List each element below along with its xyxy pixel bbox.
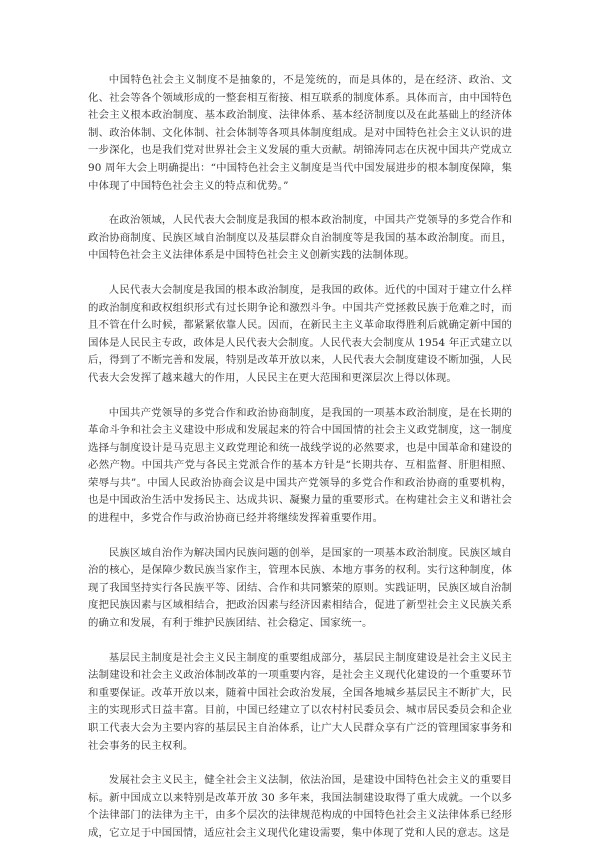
paragraph-political-field: 在政治领域，人民代表大会制度是我国的根本政治制度，中国共产党领导的多党合作和政治协商制度、民族区域自治制度以及基层群众自治制度等是我国的基本政治制度。而且，中国特色社会主义法律体系是中国特色社会主义创新实践的法制体现。 [88,214,512,262]
paragraph-peoples-congress: 人民代表大会制度是我国的根本政治制度，是我国的政体。近代的中国对于建立什么样的政治制度和政权组织形式有过长期争论和激烈斗争。中国共产党拯救民族于危难之时，而且不管在什么时候，都紧紧依靠人民。因而，在新民主主义革命取得胜利后就确定新中国的国体是人民民主专政，政体是人民代表大会制度。人民代表大会制度从 1954 年正式建立以后，得到了不断完善和发展，特别是改革开放以来，人民代表大会制度建设不断加强，人民代表大会发挥了越来越大的作用，人民民主在更大范围和更深层次上得以体现。 [88,283,512,384]
paragraph-legal-system: 发展社会主义民主，健全社会主义法制，依法治国，是建设中国特色社会主义的重要目标。新中国成立以来特别是改革开放 30 多年来，我国法制建设取得了重大成就。一个以多个法律部门的法律为主干，由多个层次的法律规范构成的中国特色社会主义法律体系已经形成，它立足于中国国情，适应社会主义现代化建设需要，集中体现了党和人民的意志。这是 [88,774,512,839]
paragraph-regional-ethnic-autonomy: 民族区域自治作为解决国内民族问题的创举，是国家的一项基本政治制度。民族区域自治的核心，是保障少数民族当家作主，管理本民族、本地方事务的权利。实行这种制度，体现了我国坚持实行各民族平等、团结、合作和共同繁荣的原则。实践证明，民族区域自治制度把民族因素与区域相结合，把政治因素与经济因素相结合，促进了新型社会主义民族关系的确立和发展，有利于维护民族团结、社会稳定、国家统一。 [88,546,512,630]
paragraph-grassroots-democracy: 基层民主制度是社会主义民主制度的重要组成部分，基层民主制度建设是社会主义民主法制建设和社会主义政治体制改革的一项重要内容，是社会主义现代化建设的一个重要环节和重要保证。改革开放以来，随着中国社会政治发展，全国各地城乡基层民主不断扩大，民主的实现形式日益丰富。目前，中国已经建立了以农村村民委员会、城市居民委员会和企业职工代表大会为主要内容的基层民主自治体系，让广大人民群众享有广泛的管理国家事务和社会事务的民主权利。 [88,651,512,752]
paragraph-multiparty-cooperation: 中国共产党领导的多党合作和政治协商制度，是我国的一项基本政治制度，是在长期的革命斗争和社会主义建设中形成和发展起来的符合中国国情的社会主义政党制度，这一制度选择与制度设计是马克思主义政党理论和统一战线学说的必然要求，也是中国革命和建设的必然产物。中国共产党与各民主党派合作的基本方针是“长期共存、互相监督、肝胆相照、荣辱与共”。中国人民政治协商会议是中国共产党领导的多党合作和政治协商的重要机构，也是中国政治生活中发扬民主、达成共识、凝聚力量的重要形式。在构建社会主义和谐社会的进程中，多党合作与政治协商已经并将继续发挥着重要作用。 [88,406,512,525]
document-body [88,72,512,860]
paragraph-socialist-system-overview: 中国特色社会主义制度不是抽象的，不是笼统的，而是具体的，是在经济、政治、文化、社会等各个领域形成的一整套相互衔接、相互联系的制度体系。具体而言，由中国特色社会主义根本政治制度、基本政治制度、法律体系、基本经济制度以及在此基础上的经济体制、政治体制、文化体制、社会体制等各项具体制度组成。是对中国特色社会主义认识的进一步深化，也是我们党对世界社会主义发展的重大贡献。胡锦涛同志在庆祝中国共产党成立 90 周年大会上明确提出：“中国特色社会主义制度是当代中国发展进步的根本制度保障，集中体现了中国特色社会主义的特点和优势。” [88,74,512,192]
